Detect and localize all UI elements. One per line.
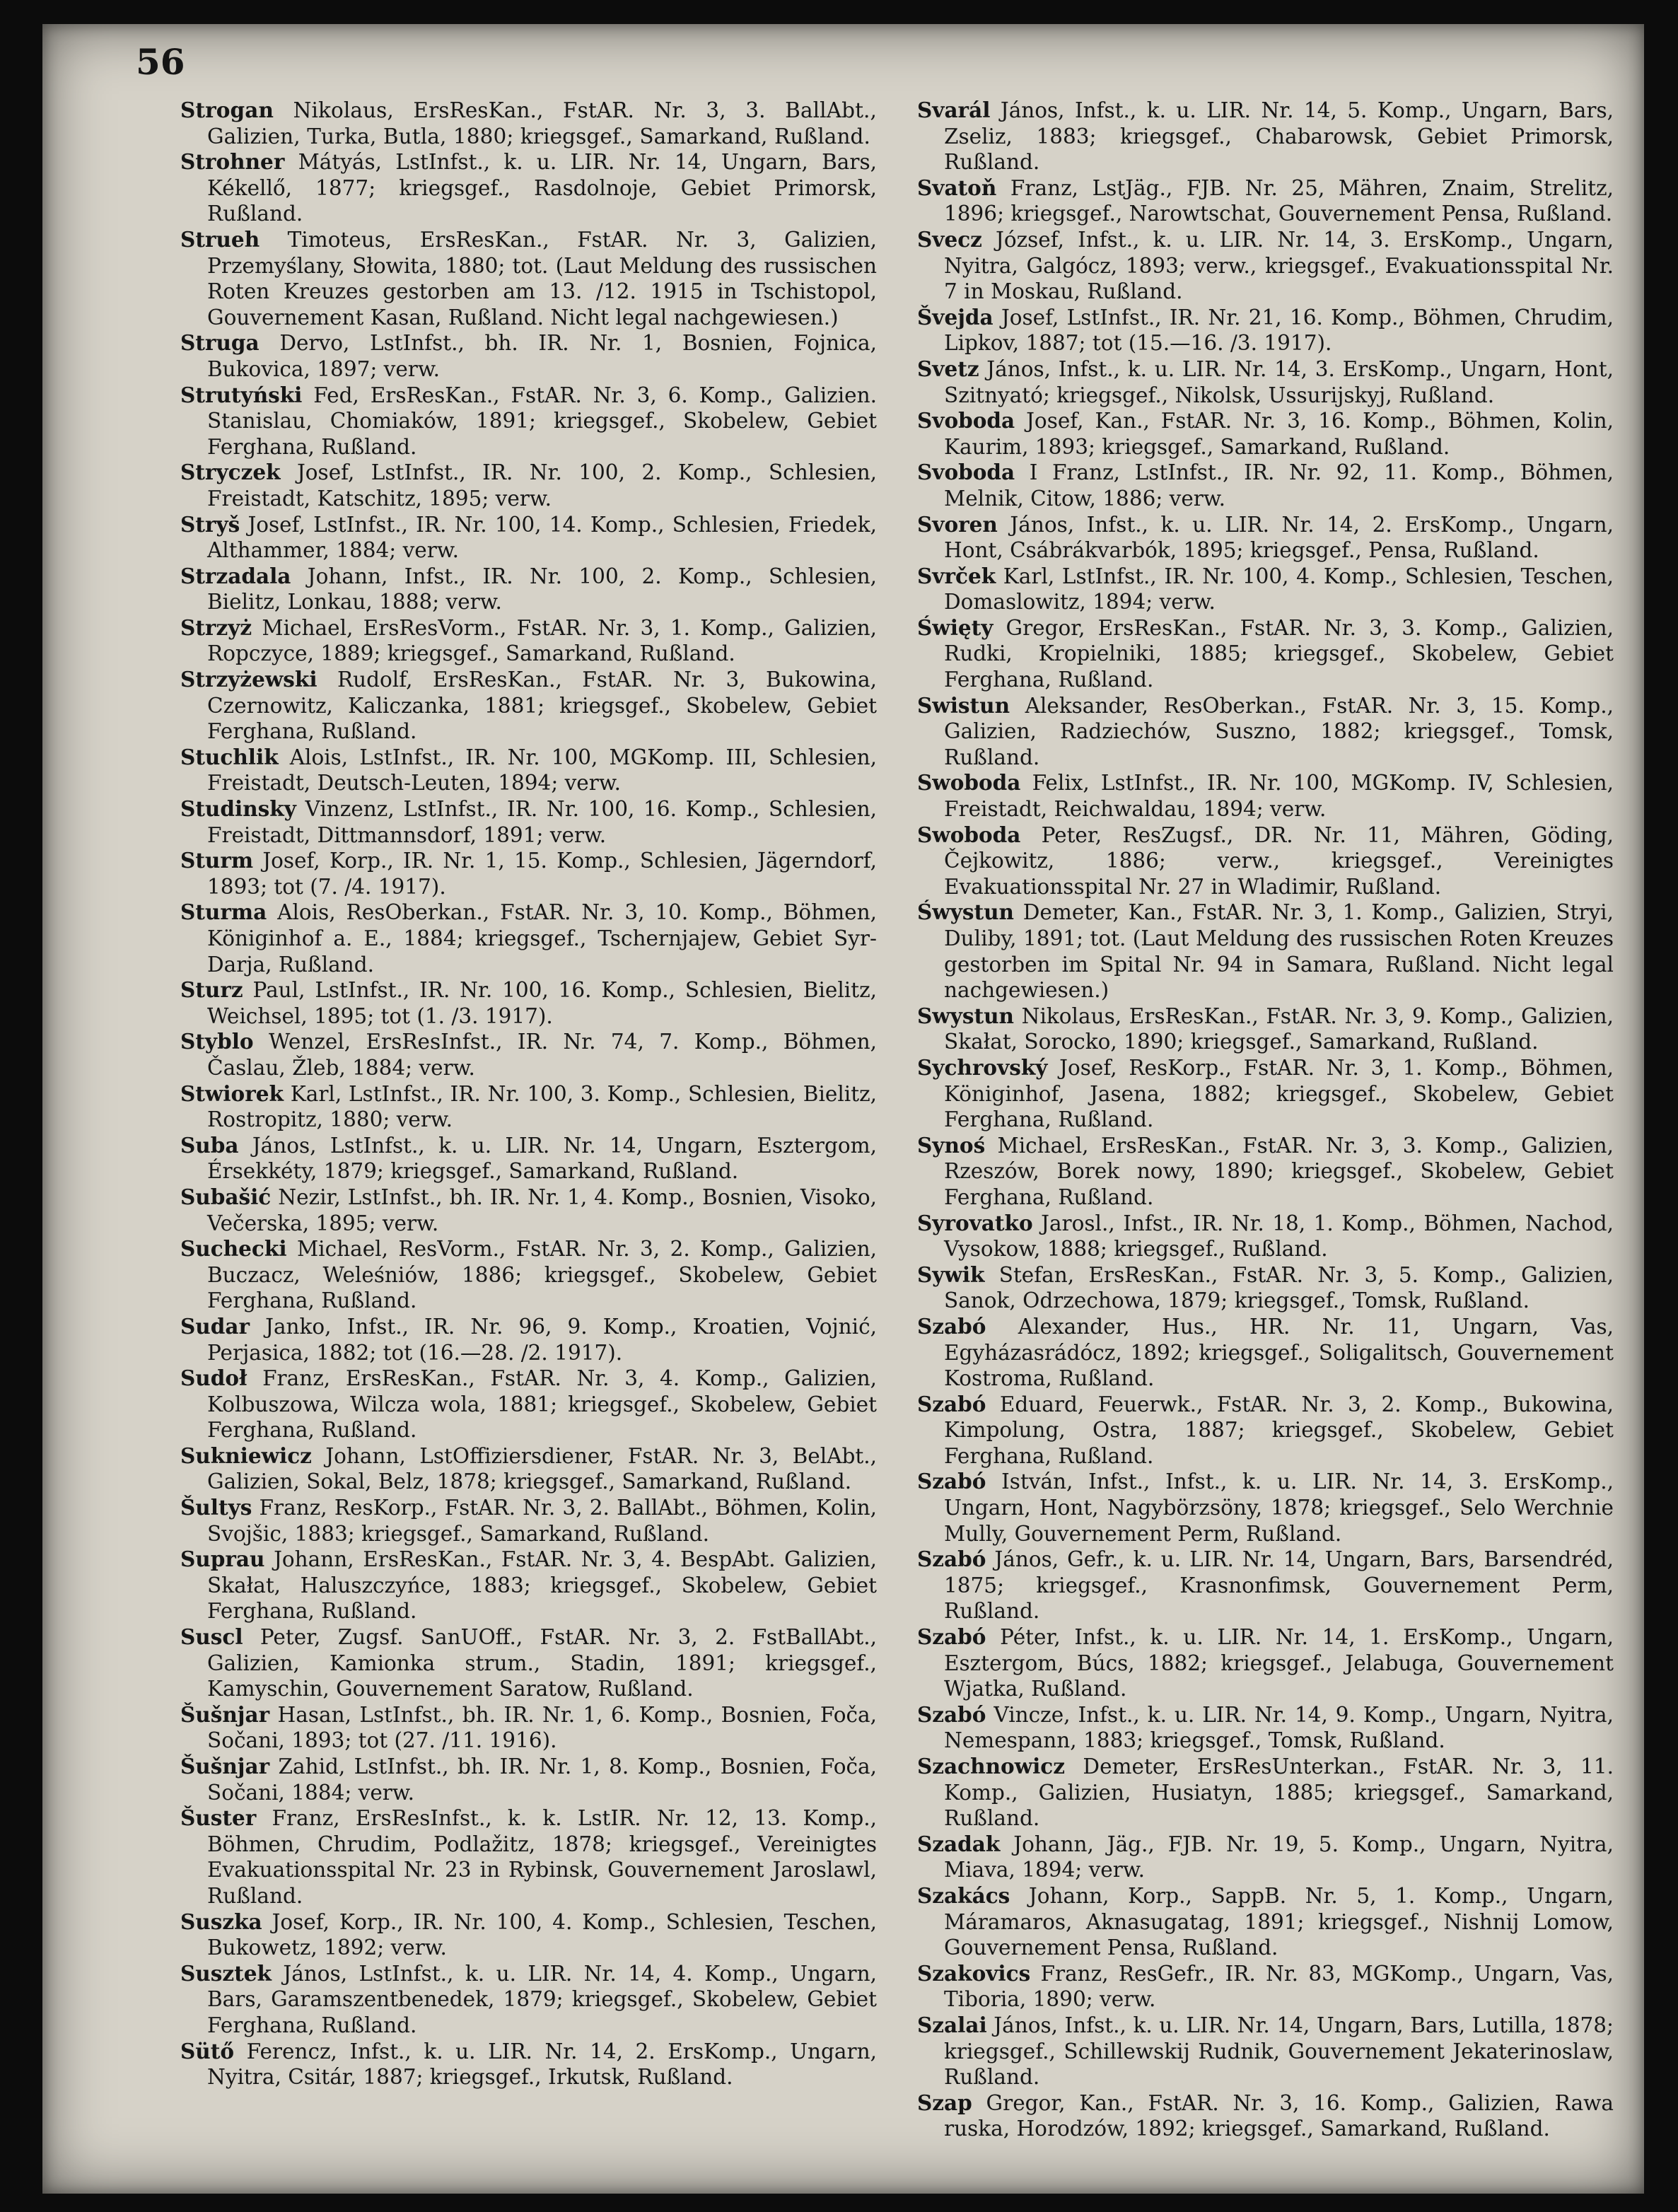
entry-details: Michael, ErsResVorm., FstAR. Nr. 3, 1. Komp., Galizien, Ropczyce, 1889; kriegsgef., Samarkand, Rußland. xyxy=(207,615,877,666)
entry-details: Josef, LstInfst., IR. Nr. 100, 14. Komp., Schlesien, Friedek, Althammer, 1884; verw. xyxy=(207,512,877,563)
entry-details: Karl, LstInfst., IR. Nr. 100, 3. Komp., Schlesien, Bielitz, Rostropitz, 1880; verw. xyxy=(207,1081,877,1132)
register-entry xyxy=(917,1003,1614,1055)
register-entry xyxy=(180,1495,877,1547)
entry-details: Johann, Infst., IR. Nr. 100, 2. Komp., Schlesien, Bielitz, Lonkau, 1888; verw. xyxy=(207,564,877,615)
entry-details: Josef, Korp., IR. Nr. 100, 4. Komp., Schlesien, Teschen, Bukowetz, 1892; verw. xyxy=(207,1909,877,1960)
entry-surname: Swoboda xyxy=(917,822,1021,847)
register-entry xyxy=(917,1624,1614,1702)
register-entry xyxy=(917,900,1614,1003)
entry-details: Nikolaus, ErsResKan., FstAR. Nr. 3, 9. Komp., Galizien, Skałat, Sorocko, 1890; kriegsgef., Samarkand, Rußland. xyxy=(944,1003,1614,1054)
entry-details: Demeter, Kan., FstAR. Nr. 3, 1. Komp., Galizien, Stryi, Duliby, 1891; tot. (Laut Meldung des russischen Roten Kreuzes gestorben im Spital Nr. 94 in Samara, Rußland. Nicht legal nachgewiesen.) xyxy=(944,900,1614,1003)
register-entry xyxy=(917,770,1614,822)
entry-surname: Šušnjar xyxy=(180,1754,270,1779)
entry-surname: Strzadala xyxy=(180,563,291,588)
entry-surname: Šuster xyxy=(180,1805,257,1831)
entry-details: Michael, ResVorm., FstAR. Nr. 3, 2. Komp., Galizien, Buczacz, Weleśniów, 1886; kriegsgef., Skobelew, Gebiet Ferghana, Rußland. xyxy=(207,1237,877,1313)
entry-details: Eduard, Feuerwk., FstAR. Nr. 3, 2. Komp., Bukowina, Kimpolung, Ostra, 1887; kriegsgef., Skobelew, Gebiet Ferghana, Rußland. xyxy=(944,1392,1614,1468)
register-entry xyxy=(180,98,877,149)
entry-surname: Struga xyxy=(180,330,260,356)
entry-details: Johann, Korp., SappB. Nr. 5, 1. Komp., Ungarn, Máramaros, Aknasugatag, 1891; kriegsgef., Nishnij Lomow, Gouvernement Pensa, Rußland. xyxy=(944,1883,1614,1960)
entry-details: Josef, LstInfst., IR. Nr. 100, 2. Komp., Schlesien, Freistadt, Katschitz, 1895; verw. xyxy=(207,460,877,511)
register-entry xyxy=(917,356,1614,408)
entry-details: Peter, Zugsf. SanUOff., FstAR. Nr. 3, 2. FstBallAbt., Galizien, Kamionka strum., Stadin, 1891; kriegsgef., Kamyschin, Gouvernement Saratow, Rußland. xyxy=(207,1625,877,1701)
register-entry xyxy=(180,1081,877,1133)
entry-details: János, Gefr., k. u. LIR. Nr. 14, Ungarn, Bars, Barsendréd, 1875; kriegsgef., Krasnonfimsk, Gouvernement Perm, Rußland. xyxy=(944,1547,1614,1624)
entry-surname: Šultys xyxy=(180,1495,252,1520)
register-entry xyxy=(917,615,1614,693)
entry-details: Alexander, Hus., HR. Nr. 11, Ungarn, Vas, Egyházasrádócz, 1892; kriegsgef., Soligalitsch, Gouvernement Kostroma, Rußland. xyxy=(944,1314,1614,1391)
register-entry xyxy=(917,564,1614,615)
register-entry xyxy=(180,1133,877,1184)
entry-details: Josef, Korp., IR. Nr. 1, 15. Komp., Schlesien, Jägerndorf, 1893; tot (7. /4. 1917). xyxy=(207,849,877,899)
entry-details: Peter, ResZugsf., DR. Nr. 11, Mähren, Göding, Čejkowitz, 1886; verw., kriegsgef., Vereinigtes Evakuationsspital Nr. 27 in Wladimir, Rußland. xyxy=(944,822,1614,899)
register-entry xyxy=(917,1314,1614,1392)
register-entry xyxy=(180,796,877,848)
register-entry xyxy=(180,1366,877,1443)
register-entry xyxy=(180,1443,877,1495)
left-column xyxy=(180,98,877,2090)
register-entry xyxy=(180,1961,877,2039)
entry-surname: Szakács xyxy=(917,1882,1010,1908)
entry-surname: Sturm xyxy=(180,848,254,873)
entry-details: István, Infst., Infst., k. u. LIR. Nr. 14, 3. ErsKomp., Ungarn, Hont, Nagybörzsöny, 1878; kriegsgef., Selo Werchnie Mully, Gouvernement Perm, Rußland. xyxy=(944,1469,1614,1546)
entry-details: Franz, ResGefr., IR. Nr. 83, MGKomp., Ungarn, Vas, Tiboria, 1890; verw. xyxy=(944,1961,1614,2012)
entry-surname: Suscl xyxy=(180,1624,243,1650)
entry-surname: Sütő xyxy=(180,2038,235,2063)
entry-surname: Studinsky xyxy=(180,796,296,822)
register-entry xyxy=(917,1832,1614,1883)
entry-details: Franz, ErsResKan., FstAR. Nr. 3, 4. Komp., Galizien, Kolbuszowa, Wilcza wola, 1881; kriegsgef., Skobelew, Gebiet Ferghana, Rußland. xyxy=(207,1366,877,1443)
entry-surname: Sturz xyxy=(180,977,243,1003)
entry-details: Stefan, ErsResKan., FstAR. Nr. 3, 5. Komp., Galizien, Sanok, Odrzechowa, 1879; kriegsgef., Tomsk, Rußland. xyxy=(944,1262,1614,1313)
entry-surname: Sudoł xyxy=(180,1366,247,1391)
entry-surname: Subašić xyxy=(180,1184,272,1209)
page-number: 56 xyxy=(136,41,185,83)
entry-surname: Strogan xyxy=(180,98,274,122)
register-entry xyxy=(180,149,877,227)
entry-surname: Szabó xyxy=(917,1469,986,1494)
entry-surname: Svoboda xyxy=(917,408,1015,433)
entry-details: Mátyás, LstInfst., k. u. LIR. Nr. 14, Ungarn, Bars, Kékellő, 1877; kriegsgef., Rasdolnoje, Gebiet Primorsk, Rußland. xyxy=(207,150,877,226)
entry-details: Michael, ErsResKan., FstAR. Nr. 3, 3. Komp., Galizien, Rzeszów, Borek nowy, 1890; kriegsgef., Skobelew, Gebiet Ferghana, Rußland. xyxy=(944,1133,1614,1209)
entry-details: Josef, LstInfst., IR. Nr. 21, 16. Komp., Böhmen, Chrudim, Lipkov, 1887; tot (15.—16. /3. 1917). xyxy=(944,305,1614,356)
register-entry xyxy=(180,1314,877,1366)
register-entry xyxy=(180,564,877,615)
entry-surname: Susztek xyxy=(180,1960,272,1986)
entry-surname: Strzyż xyxy=(180,615,252,640)
entry-details: Gregor, Kan., FstAR. Nr. 3, 16. Komp., Galizien, Rawa ruska, Horodzów, 1892; kriegsgef., Samarkand, Rußland. xyxy=(944,2090,1614,2141)
entry-details: Franz, LstJäg., FJB. Nr. 25, Mähren, Znaim, Strelitz, 1896; kriegsgef., Narowtschat, Gouvernement Pensa, Rußland. xyxy=(944,175,1614,226)
entry-surname: Strutyński xyxy=(180,382,303,407)
register-entry xyxy=(917,408,1614,460)
register-entry xyxy=(180,330,877,382)
register-entry xyxy=(180,460,877,511)
entry-surname: Śwystun xyxy=(917,900,1014,925)
register-entry xyxy=(917,460,1614,511)
entry-surname: Stuchlik xyxy=(180,744,279,769)
register-entry xyxy=(180,1624,877,1702)
entry-surname: Swoboda xyxy=(917,770,1021,796)
register-entry xyxy=(917,1133,1614,1211)
entry-details: I Franz, LstInfst., IR. Nr. 92, 11. Komp., Böhmen, Melnik, Citow, 1886; verw. xyxy=(944,460,1614,511)
register-entry xyxy=(917,1055,1614,1133)
entry-details: Timoteus, ErsResKan., FstAR. Nr. 3, Galizien, Przemyślany, Słowita, 1880; tot. (Laut Meldung des russischen Roten Kreuzes gestorben am 13. /12. 1915 in Tschistopol, Gouvernement Kasan, Rußland. Nicht legal nachgewiesen.) xyxy=(207,227,877,330)
entry-surname: Szachnowicz xyxy=(917,1754,1066,1779)
entry-details: Franz, ErsResInfst., k. k. LstIR. Nr. 12, 13. Komp., Böhmen, Chrudim, Podlažitz, 1878; kriegsgef., Vereinigtes Evakuationsspital Nr. 23 in Rybinsk, Gouvernement Jaroslawl, Rußland. xyxy=(207,1806,877,1908)
entry-surname: Sychrovský xyxy=(917,1054,1048,1080)
register-entry xyxy=(917,2013,1614,2090)
register-entry xyxy=(917,227,1614,305)
entry-surname: Suchecki xyxy=(180,1236,287,1262)
entry-details: Dervo, LstInfst., bh. IR. Nr. 1, Bosnien, Fojnica, Bukovica, 1897; verw. xyxy=(207,331,877,381)
entry-details: Nezir, LstInfst., bh. IR. Nr. 1, 4. Komp., Bosnien, Visoko, Večerska, 1895; verw. xyxy=(207,1184,877,1235)
entry-surname: Sywik xyxy=(917,1262,985,1287)
register-entry xyxy=(180,1547,877,1624)
entry-details: János, LstInfst., k. u. LIR. Nr. 14, 4. Komp., Ungarn, Bars, Garamszentbenedek, 1879; kriegsgef., Skobelew, Gebiet Ferghana, Rußland. xyxy=(207,1961,877,2037)
right-column xyxy=(917,98,1614,2142)
register-entry xyxy=(917,512,1614,564)
register-entry xyxy=(180,1805,877,1909)
entry-details: Fed, ErsResKan., FstAR. Nr. 3, 6. Komp., Galizien. Stanislau, Chomiaków, 1891; kriegsgef., Skobelew, Gebiet Ferghana, Rußland. xyxy=(207,383,877,459)
register-entry xyxy=(917,1883,1614,1961)
register-entry xyxy=(180,1236,877,1314)
entry-details: József, Infst., k. u. LIR. Nr. 14, 3. ErsKomp., Ungarn, Nyitra, Galgócz, 1893; verw., kriegsgef., Evakuationsspital Nr. 7 in Moskau, Rußland. xyxy=(944,227,1614,304)
register-entry xyxy=(917,98,1614,175)
entry-surname: Svoren xyxy=(917,511,998,537)
register-entry xyxy=(917,1547,1614,1624)
entry-surname: Szalai xyxy=(917,2012,987,2037)
entry-surname: Švejda xyxy=(917,304,994,330)
entry-surname: Stwiorek xyxy=(180,1081,284,1106)
entry-surname: Szabó xyxy=(917,1391,986,1416)
register-entry xyxy=(917,1754,1614,1832)
entry-details: Felix, LstInfst., IR. Nr. 100, MGKomp. IV, Schlesien, Freistadt, Reichwaldau, 1894; verw. xyxy=(944,771,1614,822)
entry-surname: Sudar xyxy=(180,1313,250,1339)
entry-surname: Synoś xyxy=(917,1132,986,1158)
register-entry xyxy=(180,2039,877,2090)
entry-details: János, Infst., k. u. LIR. Nr. 14, 2. ErsKomp., Ungarn, Hont, Csábrákvarbók, 1895; kriegsgef., Pensa, Rußland. xyxy=(944,512,1614,563)
entry-details: Nikolaus, ErsResKan., FstAR. Nr. 3, 3. BallAbt., Galizien, Turka, Butla, 1880; kriegsgef., Samarkand, Rußland. xyxy=(207,98,877,149)
entry-surname: Sukniewicz xyxy=(180,1443,312,1468)
entry-surname: Suprau xyxy=(180,1547,265,1572)
register-entry xyxy=(180,512,877,564)
entry-details: János, Infst., k. u. LIR. Nr. 14, 3. ErsKomp., Ungarn, Hont, Szitnyató; kriegsgef., Nikolsk, Ussurijskyj, Rußland. xyxy=(944,356,1614,407)
entry-details: Josef, ResKorp., FstAR. Nr. 3, 1. Komp., Böhmen, Königinhof, Jasena, 1882; kriegsgef., Skobelew, Gebiet Ferghana, Rußland. xyxy=(944,1055,1614,1132)
entry-surname: Sturma xyxy=(180,900,267,925)
register-entry xyxy=(180,1909,877,1961)
register-entry xyxy=(180,1702,877,1754)
entry-details: Ferencz, Infst., k. u. LIR. Nr. 14, 2. ErsKomp., Ungarn, Nyitra, Csitár, 1887; kriegsgef., Irkutsk, Rußland. xyxy=(207,2039,877,2090)
register-entry xyxy=(917,305,1614,356)
register-entry xyxy=(180,977,877,1029)
register-entry xyxy=(917,822,1614,900)
register-entry xyxy=(180,667,877,745)
entry-surname: Syrovatko xyxy=(917,1210,1033,1235)
entry-details: Demeter, ErsResUnterkan., FstAR. Nr. 3, 11. Komp., Galizien, Husiatyn, 1885; kriegsgef., Samarkand, Rußland. xyxy=(944,1754,1614,1831)
register-entry xyxy=(917,1469,1614,1547)
register-entry xyxy=(917,1211,1614,1262)
entry-details: Franz, ResKorp., FstAR. Nr. 3, 2. BallAbt., Böhmen, Kolin, Svojšic, 1883; kriegsgef., Samarkand, Rußland. xyxy=(207,1496,877,1546)
register-entry xyxy=(917,1392,1614,1469)
entry-details: Jarosl., Infst., IR. Nr. 18, 1. Komp., Böhmen, Nachod, Vysokow, 1888; kriegsgef., Rußland. xyxy=(944,1211,1614,1262)
entry-surname: Svarál xyxy=(917,98,991,122)
entry-surname: Stryš xyxy=(180,511,240,537)
register-entry xyxy=(917,1702,1614,1754)
register-entry xyxy=(180,1754,877,1805)
entry-details: Vincze, Infst., k. u. LIR. Nr. 14, 9. Komp., Ungarn, Nyitra, Nemespann, 1883; kriegsgef., Tomsk, Rußland. xyxy=(944,1702,1614,1753)
entry-surname: Szabó xyxy=(917,1624,986,1650)
entry-details: Hasan, LstInfst., bh. IR. Nr. 1, 6. Komp., Bosnien, Foča, Sočani, 1893; tot (27. /11. 1916). xyxy=(207,1702,877,1753)
entry-surname: Svrček xyxy=(917,563,996,588)
entry-details: Johann, Jäg., FJB. Nr. 19, 5. Komp., Ungarn, Nyitra, Miava, 1894; verw. xyxy=(944,1832,1614,1882)
entry-surname: Suszka xyxy=(180,1909,262,1934)
entry-surname: Svoboda xyxy=(917,460,1015,485)
register-entry xyxy=(917,175,1614,227)
entry-surname: Święty xyxy=(917,615,994,640)
entry-surname: Stryczek xyxy=(180,460,281,485)
entry-surname: Szabó xyxy=(917,1701,986,1727)
entry-surname: Suba xyxy=(180,1132,239,1158)
entry-details: János, Infst., k. u. LIR. Nr. 14, 5. Komp., Ungarn, Bars, Zseliz, 1883; kriegsgef., Chabarowsk, Gebiet Primorsk, Rußland. xyxy=(944,98,1614,175)
entry-details: Karl, LstInfst., IR. Nr. 100, 4. Komp., Schlesien, Teschen, Domaslowitz, 1894; verw. xyxy=(944,564,1614,615)
register-entry xyxy=(180,227,877,330)
register-entry xyxy=(917,2090,1614,2142)
entry-surname: Strzyżewski xyxy=(180,667,317,692)
register-entry xyxy=(180,900,877,977)
entry-details: Wenzel, ErsResInfst., IR. Nr. 74, 7. Komp., Böhmen, Časlau, Žleb, 1884; verw. xyxy=(207,1030,877,1080)
entry-details: Johann, LstOffiziersdiener, FstAR. Nr. 3, BelAbt., Galizien, Sokal, Belz, 1878; kriegsgef., Samarkand, Rußland. xyxy=(207,1443,877,1494)
entry-details: Péter, Infst., k. u. LIR. Nr. 14, 1. ErsKomp., Ungarn, Esztergom, Búcs, 1882; kriegsgef., Jelabuga, Gouvernement Wjatka, Rußland. xyxy=(944,1625,1614,1701)
register-entry xyxy=(180,1184,877,1236)
entry-surname: Šušnjar xyxy=(180,1701,270,1727)
register-entry xyxy=(917,1961,1614,2013)
entry-surname: Swystun xyxy=(917,1003,1014,1028)
entry-surname: Svetz xyxy=(917,356,979,381)
entry-surname: Szakovics xyxy=(917,1960,1031,1986)
entry-details: Alois, LstInfst., IR. Nr. 100, MGKomp. III, Schlesien, Freistadt, Deutsch-Leuten, 1894; verw. xyxy=(207,745,877,796)
entry-details: János, LstInfst., k. u. LIR. Nr. 14, Ungarn, Esztergom, Érsekkéty, 1879; kriegsgef., Samarkand, Rußland. xyxy=(207,1133,877,1184)
entry-details: Rudolf, ErsResKan., FstAR. Nr. 3, Bukowina, Czernowitz, Kaliczanka, 1881; kriegsgef., Skobelew, Gebiet Ferghana, Rußland. xyxy=(207,668,877,744)
entry-surname: Szabó xyxy=(917,1547,986,1572)
entry-details: Gregor, ErsResKan., FstAR. Nr. 3, 3. Komp., Galizien, Rudki, Kropielniki, 1885; kriegsgef., Skobelew, Gebiet Ferghana, Rußland. xyxy=(944,615,1614,692)
register-entry xyxy=(917,693,1614,771)
register-entry xyxy=(180,383,877,460)
entry-surname: Szap xyxy=(917,2090,972,2115)
entry-surname: Svecz xyxy=(917,226,982,252)
register-entry xyxy=(180,615,877,667)
entry-details: Johann, ErsResKan., FstAR. Nr. 3, 4. BespAbt. Galizien, Skałat, Haluszczyńce, 1883; kriegsgef., Skobelew, Gebiet Ferghana, Rußland. xyxy=(207,1547,877,1624)
entry-details: Zahid, LstInfst., bh. IR. Nr. 1, 8. Komp., Bosnien, Foča, Sočani, 1884; verw. xyxy=(207,1754,877,1805)
entry-surname: Szadak xyxy=(917,1831,1001,1856)
register-entry xyxy=(180,745,877,796)
entry-surname: Strohner xyxy=(180,149,285,175)
entry-details: Alois, ResOberkan., FstAR. Nr. 3, 10. Komp., Böhmen, Königinhof a. E., 1884; kriegsgef., Tschernjajew, Gebiet Syr-Darja, Rußland. xyxy=(207,900,877,977)
entry-surname: Szabó xyxy=(917,1313,986,1339)
entry-surname: Styblo xyxy=(180,1029,254,1054)
entry-surname: Svatoň xyxy=(917,175,997,200)
entry-details: János, Infst., k. u. LIR. Nr. 14, Ungarn, Bars, Lutilla, 1878; kriegsgef., Schillewskij Rudnik, Gouvernement Jekaterinoslaw, Rußland. xyxy=(944,2013,1614,2090)
entry-details: Vinzenz, LstInfst., IR. Nr. 100, 16. Komp., Schlesien, Freistadt, Dittmannsdorf, 1891; verw. xyxy=(207,797,877,847)
entry-details: Aleksander, ResOberkan., FstAR. Nr. 3, 15. Komp., Galizien, Radziechów, Suszno, 1882; kriegsgef., Tomsk, Rußland. xyxy=(944,693,1614,769)
entry-surname: Strueh xyxy=(180,226,260,252)
entry-surname: Swistun xyxy=(917,692,1010,718)
register-entry xyxy=(180,1029,877,1081)
register-entry xyxy=(917,1262,1614,1314)
register-entry xyxy=(180,848,877,900)
entry-details: Paul, LstInfst., IR. Nr. 100, 16. Komp., Schlesien, Bielitz, Weichsel, 1895; tot (1. /3. 1917). xyxy=(207,978,877,1028)
entry-details: Janko, Infst., IR. Nr. 96, 9. Komp., Kroatien, Vojnić, Perjasica, 1882; tot (16.—28. /2. 1917). xyxy=(207,1314,877,1365)
entry-details: Josef, Kan., FstAR. Nr. 3, 16. Komp., Böhmen, Kolin, Kaurim, 1893; kriegsgef., Samarkand, Rußland. xyxy=(944,409,1614,459)
